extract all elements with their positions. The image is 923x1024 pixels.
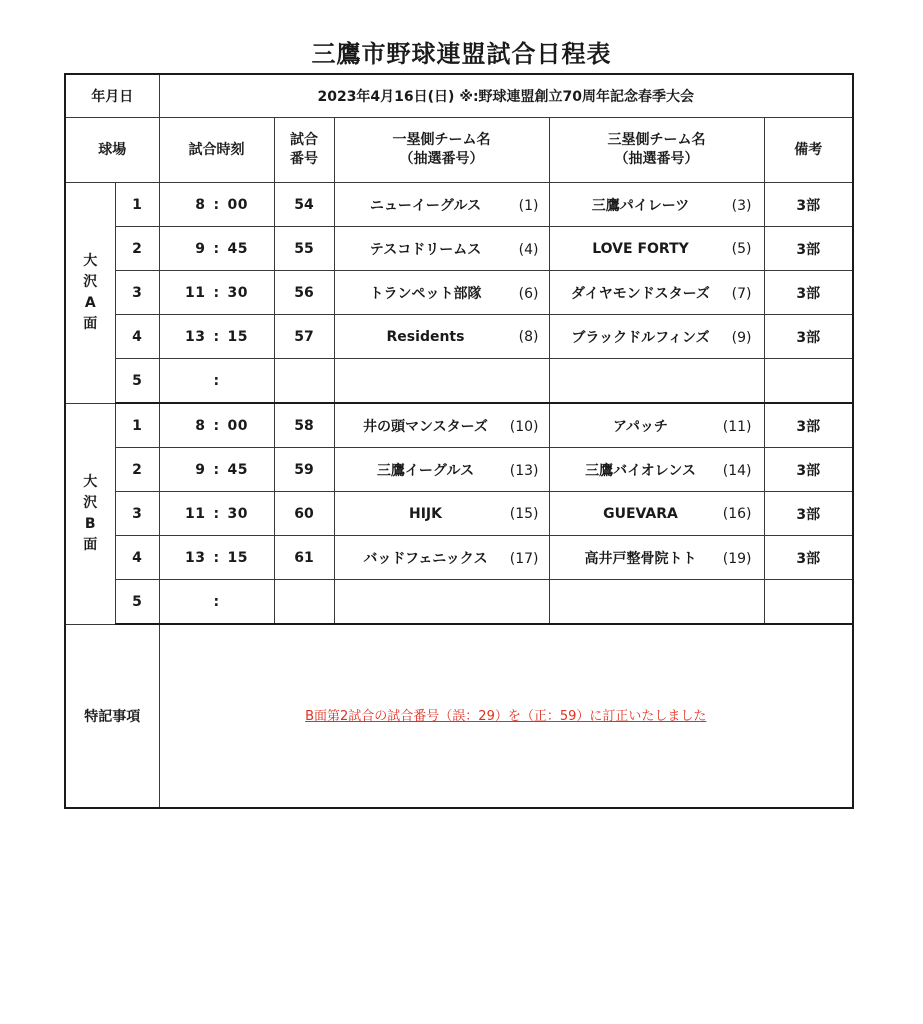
game-time [159,183,274,227]
away-team-name: ブラックドルフィンズ [571,329,710,346]
game-row [65,271,853,315]
home-team-name: 三鷹イーグルス [376,462,475,479]
game-time [159,448,274,492]
game-time [159,315,274,359]
correction-note: B面第2試合の試合番号（誤：29）を（正：59）に訂正いたしました [305,708,707,724]
away-team-name: 三鷹バイオレンス [585,462,696,479]
away-lottery-number: (7) [731,285,752,302]
header-game-no-line1: 試合 [290,132,318,148]
away-team-cell [549,580,764,625]
game-time [159,359,274,404]
notes-row [65,624,853,808]
header-home-line1: 一塁側チーム名 [392,132,491,148]
time-separator: : [213,372,220,389]
home-team-cell [334,403,549,448]
time-minute: 45 [227,240,248,257]
time-separator: : [213,328,220,345]
time-separator: : [213,284,220,301]
time-separator: : [213,461,220,478]
game-number: 57 [274,315,334,359]
home-lottery-number: (17) [509,550,539,567]
away-team-cell [549,359,764,404]
away-team-cell [549,403,764,448]
away-team-name: ダイヤモンドスターズ [571,285,710,302]
time-hour: 9 [195,461,206,478]
home-lottery-number: (10) [509,418,539,435]
away-lottery-number: (19) [722,550,752,567]
time-minute: 00 [227,417,248,434]
time-hour: 11 [185,284,206,301]
header-game-no [274,118,334,183]
game-row [65,183,853,227]
remarks-cell: 3部 [764,448,853,492]
away-team-name: GUEVARA [603,505,678,522]
header-home-line2: （抽選番号） [399,151,484,167]
game-row [65,492,853,536]
venue-name: 大沢A面 [83,252,98,332]
time-minute: 30 [227,505,248,522]
home-lottery-number: (8) [518,328,539,345]
home-team-name: HIJK [409,505,442,522]
slot-number: 3 [115,271,159,315]
away-team-cell [549,492,764,536]
venue-name: 大沢B面 [83,473,98,553]
time-minute: 30 [227,284,248,301]
date-value: 2023年4月16日(日) ※:野球連盟創立70周年記念春季大会 [159,74,853,118]
header-remarks: 備考 [764,118,853,183]
game-row [65,403,853,448]
game-number: 58 [274,403,334,448]
time-hour: 13 [185,328,206,345]
remarks-cell: 3部 [764,183,853,227]
away-team-cell [549,315,764,359]
slot-number: 2 [115,448,159,492]
home-lottery-number: (15) [509,505,539,522]
game-row [65,448,853,492]
home-team-cell [334,227,549,271]
away-team-name: 三鷹パイレーツ [591,197,690,214]
header-time: 試合時刻 [159,118,274,183]
home-team-name: テスコドリームス [369,241,482,258]
document-title: 三鷹市野球連盟試合日程表 [311,40,612,68]
home-team-cell [334,315,549,359]
away-team-name: 高井戸整骨院トト [584,550,697,567]
game-time [159,227,274,271]
remarks-cell: 3部 [764,492,853,536]
time-separator: : [213,240,220,257]
away-lottery-number: (3) [731,197,752,214]
time-hour: 11 [185,505,206,522]
away-lottery-number: (5) [731,240,752,257]
home-lottery-number: (4) [518,241,539,258]
game-time [159,492,274,536]
schedule-table [64,73,854,809]
time-hour: 13 [185,549,206,566]
time-hour: 8 [195,196,206,213]
time-minute: 45 [227,461,248,478]
time-separator: : [213,417,220,434]
date-row [65,74,853,118]
header-row [65,118,853,183]
remarks-cell [764,580,853,625]
time-separator: : [213,505,220,522]
slot-number: 5 [115,359,159,404]
game-row [65,536,853,580]
home-lottery-number: (1) [518,197,539,214]
venue-cell [65,183,115,404]
game-number [274,580,334,625]
home-lottery-number: (13) [509,462,539,479]
away-team-cell [549,271,764,315]
time-separator: : [213,549,220,566]
header-away-line1: 三塁側チーム名 [607,132,706,148]
home-team-cell [334,183,549,227]
home-team-cell [334,359,549,404]
slot-number: 5 [115,580,159,625]
header-venue: 球場 [65,118,159,183]
home-team-cell [334,492,549,536]
game-time [159,403,274,448]
home-team-name: ニューイーグルス [369,197,482,214]
game-number: 56 [274,271,334,315]
remarks-cell: 3部 [764,403,853,448]
time-separator: : [213,196,220,213]
home-team-name: トランペット部隊 [369,285,482,302]
game-time [159,536,274,580]
home-team-cell [334,271,549,315]
slot-number: 4 [115,536,159,580]
remarks-cell: 3部 [764,536,853,580]
game-row [65,580,853,625]
home-team-cell [334,580,549,625]
away-team-cell [549,448,764,492]
notes-body [159,624,853,808]
header-game-no-line2: 番号 [290,151,318,167]
remarks-cell: 3部 [764,227,853,271]
header-away-line2: （抽選番号） [614,151,699,167]
game-time [159,580,274,625]
game-row [65,315,853,359]
slot-number: 1 [115,403,159,448]
slot-number: 1 [115,183,159,227]
game-number: 60 [274,492,334,536]
away-lottery-number: (16) [722,505,752,522]
remarks-cell [764,359,853,404]
away-team-name: LOVE FORTY [592,240,689,257]
game-number: 55 [274,227,334,271]
time-minute: 15 [227,328,248,345]
home-team-cell [334,536,549,580]
away-team-cell [549,183,764,227]
header-home-team [334,118,549,183]
slot-number: 2 [115,227,159,271]
slot-number: 3 [115,492,159,536]
away-team-cell [549,536,764,580]
venue-cell [65,403,115,624]
time-minute: 00 [227,196,248,213]
time-hour: 8 [195,417,206,434]
home-team-name: 井の頭マンスターズ [363,418,488,435]
away-team-cell [549,227,764,271]
away-team-name: アパッチ [613,418,668,435]
notes-label: 特記事項 [65,624,159,808]
away-lottery-number: (11) [722,418,752,435]
remarks-cell: 3部 [764,315,853,359]
home-team-name: バッドフェニックス [363,550,488,567]
game-number: 59 [274,448,334,492]
time-hour: 9 [195,240,206,257]
away-lottery-number: (14) [722,462,752,479]
remarks-cell: 3部 [764,271,853,315]
slot-number: 4 [115,315,159,359]
game-row [65,227,853,271]
time-separator: : [213,593,220,610]
date-label: 年月日 [65,74,159,118]
header-away-team [549,118,764,183]
home-team-cell [334,448,549,492]
away-lottery-number: (9) [731,329,752,346]
home-team-name: Residents [386,328,465,345]
game-time [159,271,274,315]
game-number: 61 [274,536,334,580]
game-number [274,359,334,404]
time-minute: 15 [227,549,248,566]
game-number: 54 [274,183,334,227]
game-row [65,359,853,404]
home-lottery-number: (6) [518,285,539,302]
